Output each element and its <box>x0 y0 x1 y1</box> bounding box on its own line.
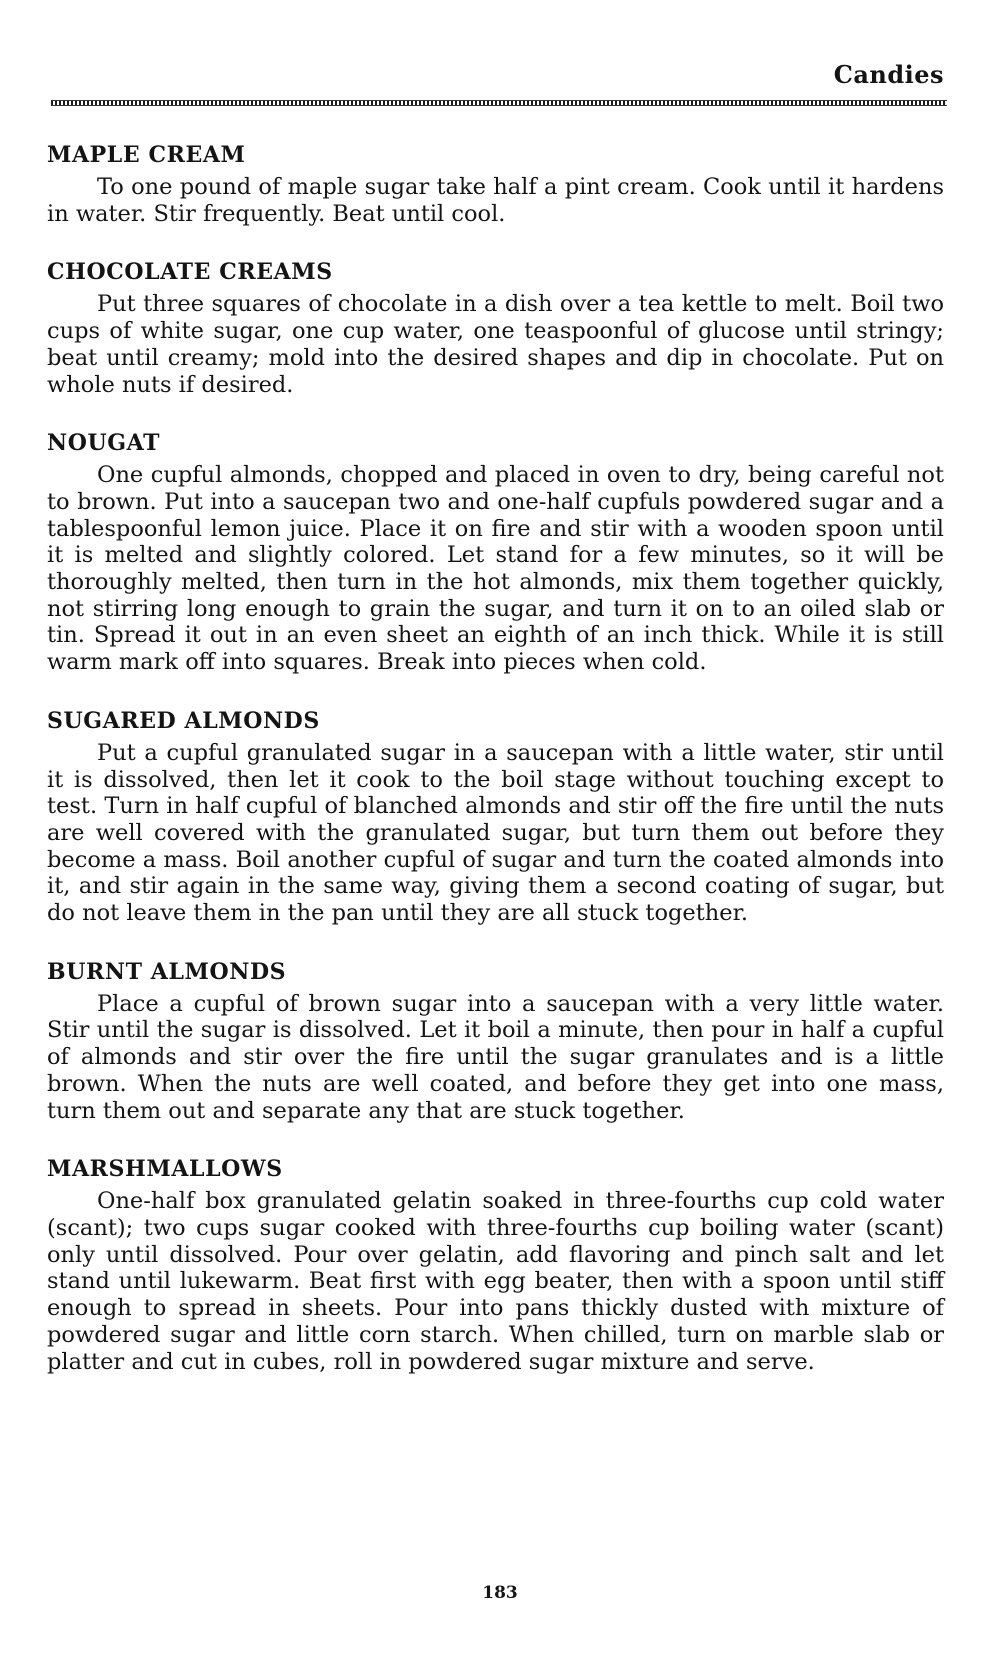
recipe-text: Put a cupful granulated sugar in a saucepan with a little water, stir until it is dissolved, then let it cook to the boil stage without touching except to test. Turn in half cupful of blanched almonds and stir off the fire until the nuts are well covered with the granulated sugar, but turn them out before they become a mass. Boil another cupful of sugar and turn the coated almonds into it, and stir again in the same way, giving them a second coating of sugar, but do not leave them in the pan until they are all stuck together. <box>47 739 944 927</box>
recipe-title: MAPLE CREAM <box>47 142 246 168</box>
recipe-marshmallows <box>47 1156 944 1375</box>
recipe-nougat <box>47 430 944 676</box>
recipe-chocolate-creams <box>47 259 944 398</box>
recipe-maple-cream <box>47 142 944 227</box>
recipe-title: SUGARED ALMONDS <box>47 707 320 734</box>
header-rule <box>51 100 947 106</box>
recipe-text: Place a cupful of brown sugar into a saucepan with a very little water. Stir until the sugar is dissolved. Let it boil a minute, then pour in half a cupful of almonds and stir over the fire until the sugar granulates and is a little brown. When the nuts are well coated, and before they get into one mass, turn them out and separate any that are stuck together. <box>47 990 944 1124</box>
recipe-text: Put three squares of chocolate in a dish over a tea kettle to melt. Boil two cups of white sugar, one cup water, one teaspoonful of glucose until stringy; beat until creamy; mold into the desired shapes and dip in chocolate. Put on whole nuts if desired. <box>47 291 944 398</box>
recipe-title: BURNT ALMONDS <box>47 958 287 985</box>
recipe-title: NOUGAT <box>47 430 161 457</box>
page-number: 183 <box>482 1583 518 1603</box>
recipe-text: To one pound of maple sugar take half a pint cream. Cook until it hardens in water. Stir frequently. Beat until cool. <box>47 174 944 227</box>
recipe-text: One cupful almonds, chopped and placed in oven to dry, being careful not to brown. Put into a saucepan two and one-half cupfuls powdered sugar and a tablespoonful lemon juice. Place it on fire and stir with a wooden spoon until it is melted and slightly colored. Let stand for a few minutes, so it will be thoroughly melted, then turn in the hot almonds, mix them together quickly, not stirring long enough to grain the sugar, and turn it on to an oiled slab or tin. Spread it out in an even sheet an eighth of an inch thick. While it is still warm mark off into squares. Break into pieces when cold. <box>47 462 944 676</box>
recipe-list <box>47 142 944 1375</box>
recipe-sugared-almonds <box>47 708 944 927</box>
recipe-title: MARSHMALLOWS <box>47 1156 283 1183</box>
recipe-title: CHOCOLATE CREAMS <box>47 259 333 286</box>
recipe-burnt-almonds <box>47 959 944 1125</box>
recipe-text: One-half box granulated gelatin soaked in three-fourths cup cold water (scant); two cups sugar cooked with three-fourths cup boiling water (scant) only until dissolved. Pour over gelatin, add flavoring and pinch salt and let stand until lukewarm. Beat first with egg beater, then with a spoon until stiff enough to spread in sheets. Pour into pans thickly dusted with mixture of powdered sugar and little corn starch. When chilled, turn on marble slab or platter and cut in cubes, roll in powdered sugar mixture and serve. <box>47 1188 944 1375</box>
running-head-title: Candies <box>833 60 944 89</box>
